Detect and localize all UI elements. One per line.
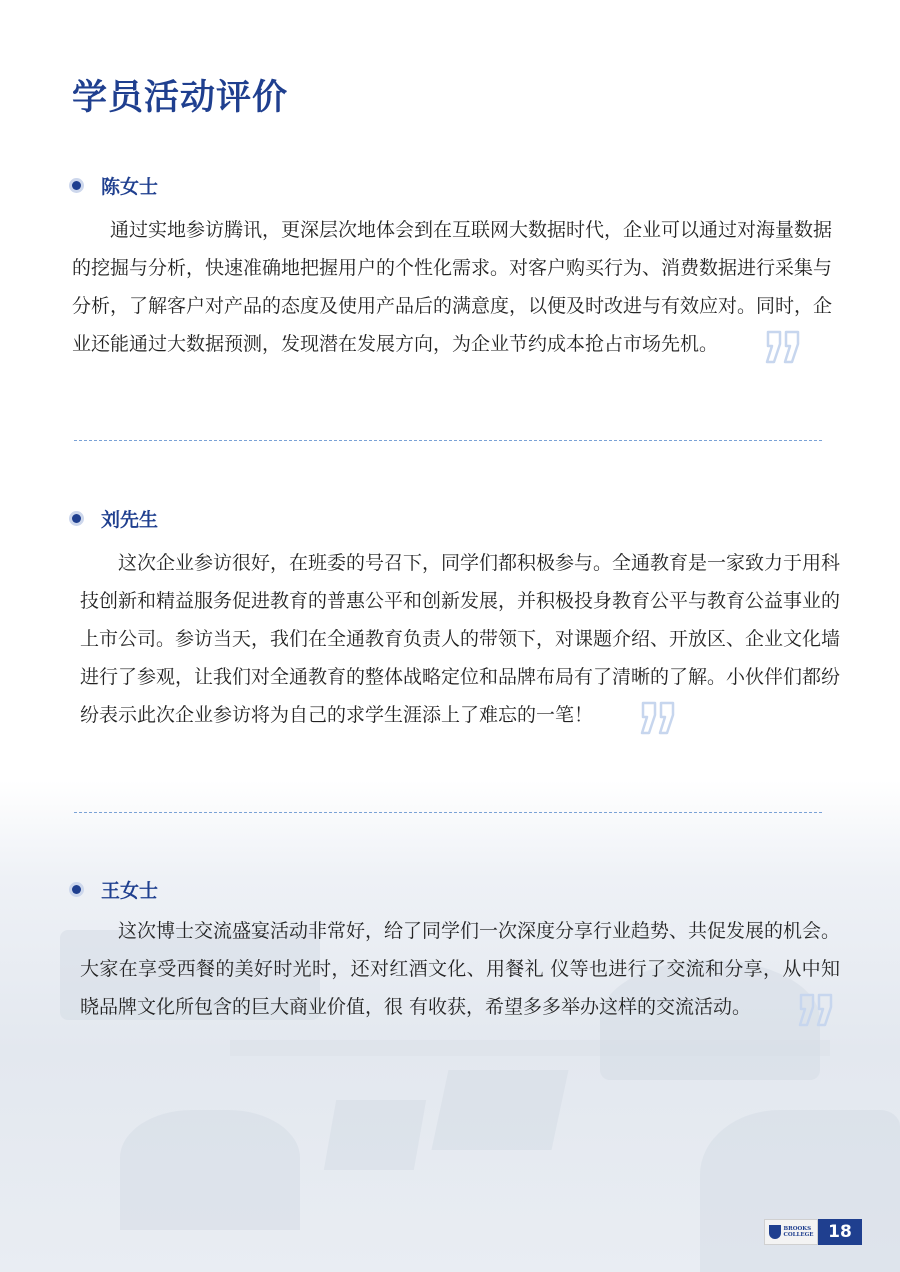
bullet-icon bbox=[72, 514, 81, 523]
testimonial-1-header bbox=[72, 172, 158, 199]
page-footer bbox=[764, 1219, 862, 1245]
closing-quote-icon bbox=[757, 993, 837, 1040]
testimonial-1-text: 通过实地参访腾讯，更深层次地体会到在互联网大数据时代，企业可以通过对海量数据的挖掘与分析，快速准确地把握用户的个性化需求。对客户购买行为、消费数据进行采集与分析，了解客户对产品的态度及使用产品后的满意度，以便及时改进与有效应对。同时，企业还能通过大数据预测，发现潜在发展方向，为企业节约成本抢占市场先机。 bbox=[72, 211, 832, 377]
testimonial-3-name: 王女士 bbox=[101, 880, 159, 902]
testimonial-3-text: 这次博士交流盛宴活动非常好，给了同学们一次深度分享行业趋势、共促发展的机会。大家在享受西餐的美好时光时，还对红酒文化、用餐礼 仪等也进行了交流和分享，从中知晓品牌文化所包含的巨大商业价值，很 有收获，希望多多举办这样的交流活动。 bbox=[80, 912, 840, 1040]
testimonial-1-name: 陈女士 bbox=[101, 176, 159, 198]
bullet-icon bbox=[72, 181, 81, 190]
college-logo bbox=[764, 1219, 818, 1245]
section-divider bbox=[74, 440, 822, 441]
page-number: 18 bbox=[818, 1219, 862, 1245]
shield-icon bbox=[769, 1225, 781, 1239]
page-title: 学员活动评价 bbox=[72, 78, 289, 118]
testimonial-2-header bbox=[72, 505, 158, 532]
testimonial-3-header bbox=[72, 876, 158, 903]
closing-quote-icon bbox=[724, 330, 804, 377]
section-divider bbox=[74, 812, 822, 813]
testimonial-2-name: 刘先生 bbox=[101, 509, 159, 531]
logo-text-line2: COLLEGE bbox=[783, 1232, 814, 1238]
testimonial-2-text: 这次企业参访很好，在班委的号召下，同学们都积极参与。全通教育是一家致力于用科技创新和精益服务促进教育的普惠公平和创新发展，并积极投身教育公平与教育公益事业的上市公司。参访当天，我们在全通教育负责人的带领下，对课题介绍、开放区、企业文化墙进行了参观，让我们对全通教育的整体战略定位和品牌布局有了清晰的了解。小伙伴们都纷纷表示此次企业参访将为自己的求学生涯添上了难忘的一笔！ bbox=[80, 544, 840, 748]
logo-text-line1: BROOKS bbox=[783, 1226, 812, 1232]
bullet-icon bbox=[72, 885, 81, 894]
closing-quote-icon bbox=[599, 701, 679, 748]
